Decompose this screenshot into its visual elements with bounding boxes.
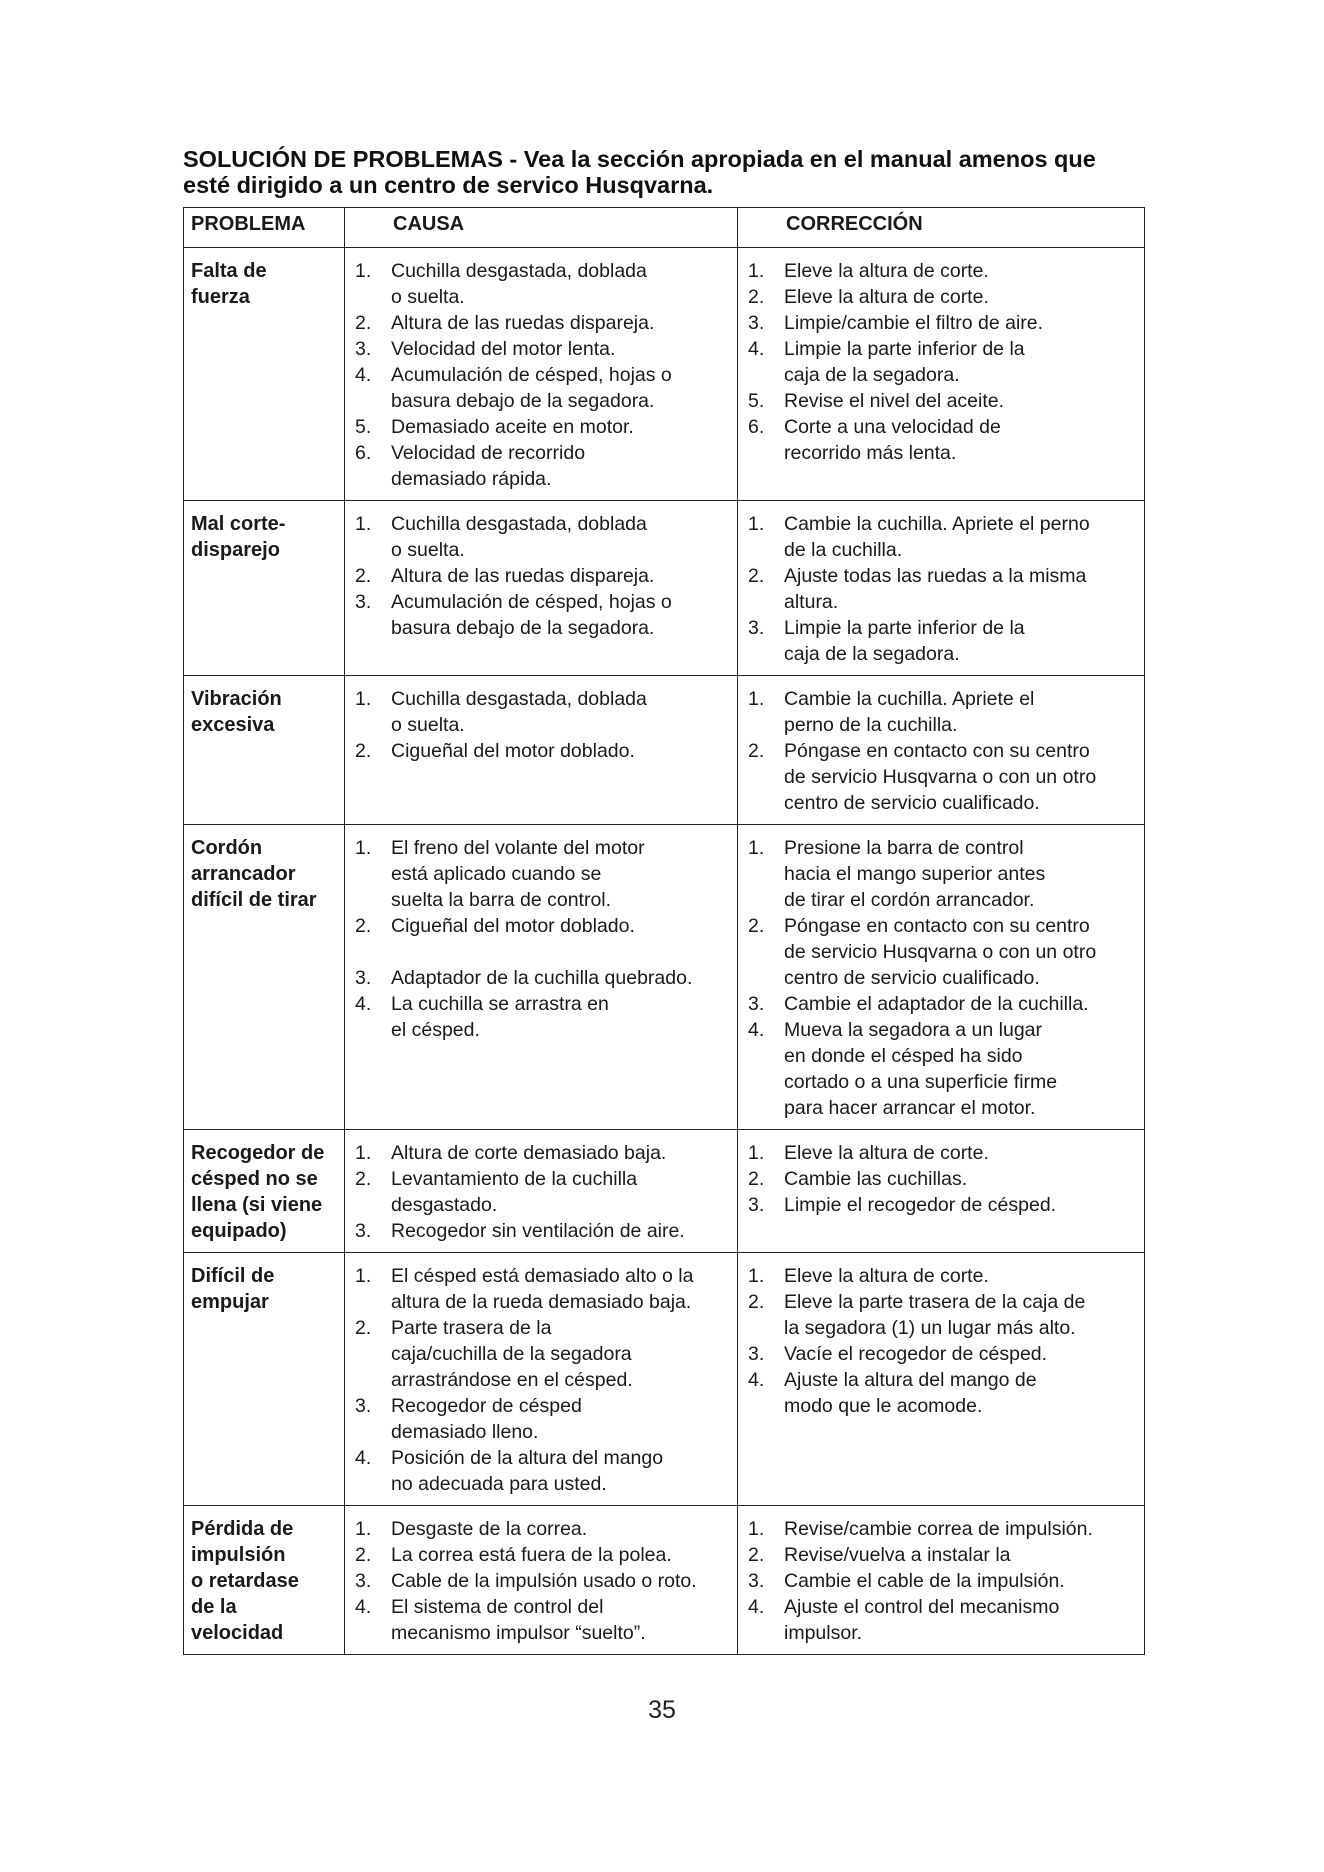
item-number: 3.	[748, 1194, 765, 1216]
correction-cell	[738, 1506, 1145, 1655]
item-text: El césped está demasiado alto o la altura de la rueda demasiado baja.	[391, 1265, 694, 1313]
problem-label: Pérdida de impulsión o retardase de la velocidad	[191, 1518, 299, 1644]
cause-cell	[345, 501, 738, 676]
item-text: Póngase en contacto con su centro de servicio Husqvarna o con un otro centro de servicio cualificado.	[784, 740, 1097, 814]
problem-cell	[184, 1130, 345, 1253]
cause-list	[355, 835, 733, 1043]
cause-item	[355, 1542, 733, 1568]
item-number: 4.	[748, 1019, 765, 1041]
correction-item	[748, 1341, 1140, 1367]
item-number: 4.	[355, 364, 372, 386]
item-number: 2.	[748, 915, 765, 937]
item-number: 2.	[748, 565, 765, 587]
correction-cell	[738, 676, 1145, 825]
item-text: Revise el nivel del aceite.	[784, 390, 1005, 412]
cause-cell	[345, 248, 738, 501]
item-number: 1.	[355, 260, 372, 282]
correction-list	[748, 686, 1140, 816]
cause-item	[355, 414, 733, 440]
correction-item	[748, 1568, 1140, 1594]
problem-label: Cordón arrancador difícil de tirar	[191, 837, 317, 911]
item-text: La correa está fuera de la polea.	[391, 1544, 672, 1566]
item-number: 2.	[748, 1544, 765, 1566]
table-row	[184, 1130, 1145, 1253]
item-text: Posición de la altura del mango no adecuada para usted.	[391, 1447, 664, 1495]
cause-item	[355, 1315, 733, 1393]
table-row	[184, 501, 1145, 676]
item-text: El sistema de control del mecanismo impulsor “suelto”.	[391, 1596, 646, 1644]
cause-list	[355, 258, 733, 492]
page-title: SOLUCIÓN DE PROBLEMAS - Vea la sección apropiada en el manual amenos que esté dirigido a un centro de servico Husqvarna.	[183, 146, 1096, 198]
item-number: 3.	[748, 1343, 765, 1365]
item-text: Cambie el adaptador de la cuchilla.	[784, 993, 1089, 1015]
correction-item	[748, 615, 1140, 667]
item-text: La cuchilla se arrastra en el césped.	[391, 993, 609, 1041]
cause-list	[355, 1516, 733, 1646]
item-text: Cambie la cuchilla. Apriete el perno de la cuchilla.	[784, 688, 1035, 736]
item-number: 1.	[748, 837, 765, 859]
item-text: Cigueñal del motor doblado.	[391, 740, 635, 762]
item-number: 1.	[748, 1518, 765, 1540]
cause-item	[355, 1393, 733, 1445]
problem-label: Vibración excesiva	[191, 688, 282, 736]
item-text: Eleve la altura de corte.	[784, 260, 989, 282]
item-text: Eleve la altura de corte.	[784, 1265, 989, 1287]
item-number: 4.	[748, 1369, 765, 1391]
item-text: Acumulación de césped, hojas o basura debajo de la segadora.	[391, 591, 672, 639]
item-text: Eleve la altura de corte.	[784, 286, 989, 308]
cause-item	[355, 1445, 733, 1497]
cause-item	[355, 1140, 733, 1166]
table-header-row	[184, 208, 1145, 248]
item-number: 1.	[748, 1265, 765, 1287]
table-row	[184, 1253, 1145, 1506]
header-problema: PROBLEMA	[184, 208, 345, 248]
item-text: Cable de la impulsión usado o roto.	[391, 1570, 697, 1592]
correction-item	[748, 1289, 1140, 1341]
item-number: 3.	[355, 591, 372, 613]
header-causa: CAUSA	[345, 208, 738, 248]
item-text: Cambie la cuchilla. Apriete el perno de la cuchilla.	[784, 513, 1090, 561]
item-text: Adaptador de la cuchilla quebrado.	[391, 967, 693, 989]
problem-cell	[184, 676, 345, 825]
cause-item	[355, 1218, 733, 1244]
item-number: 4.	[355, 993, 372, 1015]
item-text: Eleve la altura de corte.	[784, 1142, 989, 1164]
item-number: 5.	[355, 416, 372, 438]
correction-item	[748, 258, 1140, 284]
item-number: 1.	[355, 513, 372, 535]
item-text: Corte a una velocidad de recorrido más lenta.	[784, 416, 1001, 464]
item-number: 4.	[355, 1596, 372, 1618]
problem-cell	[184, 1253, 345, 1506]
cause-item	[355, 1516, 733, 1542]
item-number: 2.	[355, 740, 372, 762]
item-number: 3.	[355, 338, 372, 360]
item-number: 1.	[355, 1265, 372, 1287]
page-number: 35	[648, 1696, 676, 1724]
item-number: 1.	[355, 688, 372, 710]
correction-item	[748, 1516, 1140, 1542]
item-text: Cigueñal del motor doblado.	[391, 915, 635, 937]
cause-list	[355, 511, 733, 641]
correction-item	[748, 835, 1140, 913]
correction-item	[748, 1192, 1140, 1218]
item-number: 3.	[748, 312, 765, 334]
item-number: 2.	[355, 565, 372, 587]
item-number: 2.	[748, 1291, 765, 1313]
correction-item	[748, 1367, 1140, 1419]
cause-item	[355, 1263, 733, 1315]
item-text: Cuchilla desgastada, doblada o suelta.	[391, 513, 647, 561]
item-number: 1.	[355, 1142, 372, 1164]
correction-list	[748, 835, 1140, 1121]
item-text: Parte trasera de la caja/cuchilla de la segadora arrastrándose en el césped.	[391, 1317, 633, 1391]
correction-item	[748, 1263, 1140, 1289]
item-text: Limpie la parte inferior de la caja de la segadora.	[784, 617, 1025, 665]
table-row	[184, 248, 1145, 501]
item-number: 3.	[355, 967, 372, 989]
item-number: 2.	[355, 1168, 372, 1190]
cause-list	[355, 1263, 733, 1497]
cause-cell	[345, 1506, 738, 1655]
correction-list	[748, 258, 1140, 466]
cause-item	[355, 440, 733, 492]
item-number: 4.	[355, 1447, 372, 1469]
correction-item	[748, 388, 1140, 414]
item-number: 2.	[355, 1317, 372, 1339]
correction-item	[748, 991, 1140, 1017]
problem-label: Difícil de empujar	[191, 1265, 275, 1313]
table-row	[184, 676, 1145, 825]
problem-label: Falta de fuerza	[191, 260, 267, 308]
correction-item	[748, 563, 1140, 615]
cause-item	[355, 835, 733, 913]
cause-item	[355, 362, 733, 414]
correction-item	[748, 310, 1140, 336]
cause-item	[355, 913, 733, 965]
item-number: 3.	[748, 993, 765, 1015]
item-text: Cambie el cable de la impulsión.	[784, 1570, 1065, 1592]
cause-item	[355, 563, 733, 589]
problem-cell	[184, 501, 345, 676]
cause-item	[355, 991, 733, 1043]
item-text: Póngase en contacto con su centro de servicio Husqvarna o con un otro centro de servicio cualificado.	[784, 915, 1097, 989]
item-text: Ajuste todas las ruedas a la misma altura.	[784, 565, 1087, 613]
item-text: Altura de las ruedas dispareja.	[391, 312, 655, 334]
item-text: Limpie/cambie el filtro de aire.	[784, 312, 1044, 334]
cause-item	[355, 1166, 733, 1218]
item-number: 2.	[748, 1168, 765, 1190]
item-number: 3.	[355, 1395, 372, 1417]
correction-item	[748, 336, 1140, 388]
correction-cell	[738, 248, 1145, 501]
correction-item	[748, 913, 1140, 991]
item-text: Levantamiento de la cuchilla desgastado.	[391, 1168, 638, 1216]
correction-item	[748, 1166, 1140, 1192]
item-number: 3.	[748, 617, 765, 639]
correction-list	[748, 1140, 1140, 1218]
problem-label: Mal corte- disparejo	[191, 513, 286, 561]
correction-item	[748, 738, 1140, 816]
cause-item	[355, 336, 733, 362]
table-row	[184, 1506, 1145, 1655]
item-number: 1.	[355, 1518, 372, 1540]
item-number: 1.	[748, 688, 765, 710]
correction-cell	[738, 501, 1145, 676]
item-number: 2.	[748, 740, 765, 762]
item-number: 1.	[748, 1142, 765, 1164]
item-text: Recogedor sin ventilación de aire.	[391, 1220, 685, 1242]
cause-item	[355, 589, 733, 641]
correction-list	[748, 1263, 1140, 1419]
correction-item	[748, 511, 1140, 563]
cause-item	[355, 965, 733, 991]
item-text: Altura de corte demasiado baja.	[391, 1142, 667, 1164]
item-text: Desgaste de la correa.	[391, 1518, 588, 1540]
item-number: 1.	[748, 260, 765, 282]
item-text: Revise/vuelva a instalar la	[784, 1544, 1011, 1566]
correction-item	[748, 284, 1140, 310]
cause-item	[355, 1594, 733, 1646]
item-text: Limpie el recogedor de césped.	[784, 1194, 1057, 1216]
item-text: El freno del volante del motor está aplicado cuando se suelta la barra de control.	[391, 837, 645, 911]
cause-item	[355, 258, 733, 310]
correction-item	[748, 1140, 1140, 1166]
correction-list	[748, 511, 1140, 667]
item-number: 1.	[748, 513, 765, 535]
cause-item	[355, 738, 733, 764]
table-row	[184, 825, 1145, 1130]
item-number: 2.	[355, 1544, 372, 1566]
cause-cell	[345, 1253, 738, 1506]
cause-item	[355, 686, 733, 738]
item-number: 5.	[748, 390, 765, 412]
item-text: Cuchilla desgastada, doblada o suelta.	[391, 260, 647, 308]
item-text: Eleve la parte trasera de la caja de la segadora (1) un lugar más alto.	[784, 1291, 1086, 1339]
correction-item	[748, 414, 1140, 466]
item-number: 6.	[748, 416, 765, 438]
correction-item	[748, 1594, 1140, 1646]
item-text: Mueva la segadora a un lugar en donde el césped ha sido cortado o a una superficie firme para hacer arrancar el motor.	[784, 1019, 1058, 1119]
item-text: Cambie las cuchillas.	[784, 1168, 968, 1190]
correction-item	[748, 686, 1140, 738]
item-text: Demasiado aceite en motor.	[391, 416, 634, 438]
item-number: 4.	[748, 1596, 765, 1618]
problem-cell	[184, 1506, 345, 1655]
correction-cell	[738, 1130, 1145, 1253]
cause-list	[355, 686, 733, 764]
item-text: Acumulación de césped, hojas o basura debajo de la segadora.	[391, 364, 672, 412]
cause-item	[355, 310, 733, 336]
cause-list	[355, 1140, 733, 1244]
cause-cell	[345, 825, 738, 1130]
problem-cell	[184, 248, 345, 501]
item-number: 3.	[748, 1570, 765, 1592]
item-text: Recogedor de césped demasiado lleno.	[391, 1395, 582, 1443]
item-text: Cuchilla desgastada, doblada o suelta.	[391, 688, 647, 736]
correction-item	[748, 1542, 1140, 1568]
item-text: Velocidad del motor lenta.	[391, 338, 616, 360]
item-number: 2.	[748, 286, 765, 308]
header-correccion: CORRECCIÓN	[738, 208, 1145, 248]
item-number: 3.	[355, 1570, 372, 1592]
problem-label: Recogedor de césped no se llena (si viene equipado)	[191, 1142, 325, 1242]
item-number: 1.	[355, 837, 372, 859]
item-number: 3.	[355, 1220, 372, 1242]
item-text: Altura de las ruedas dispareja.	[391, 565, 655, 587]
item-text: Ajuste el control del mecanismo impulsor.	[784, 1596, 1060, 1644]
correction-item	[748, 1017, 1140, 1121]
item-text: Vacíe el recogedor de césped.	[784, 1343, 1048, 1365]
item-number: 2.	[355, 312, 372, 334]
item-text: Ajuste la altura del mango de modo que le acomode.	[784, 1369, 1037, 1417]
item-text: Velocidad de recorrido demasiado rápida.	[391, 442, 586, 490]
item-text: Limpie la parte inferior de la caja de la segadora.	[784, 338, 1025, 386]
item-number: 4.	[748, 338, 765, 360]
table-body	[184, 248, 1145, 1655]
cause-item	[355, 511, 733, 563]
troubleshooting-table	[183, 207, 1145, 1655]
cause-cell	[345, 676, 738, 825]
cause-item	[355, 1568, 733, 1594]
item-number: 2.	[355, 915, 372, 937]
item-number: 6.	[355, 442, 372, 464]
problem-cell	[184, 825, 345, 1130]
item-text: Presione la barra de control hacia el mango superior antes de tirar el cordón arrancador.	[784, 837, 1046, 911]
correction-list	[748, 1516, 1140, 1646]
item-text: Revise/cambie correa de impulsión.	[784, 1518, 1093, 1540]
correction-cell	[738, 1253, 1145, 1506]
cause-cell	[345, 1130, 738, 1253]
correction-cell	[738, 825, 1145, 1130]
